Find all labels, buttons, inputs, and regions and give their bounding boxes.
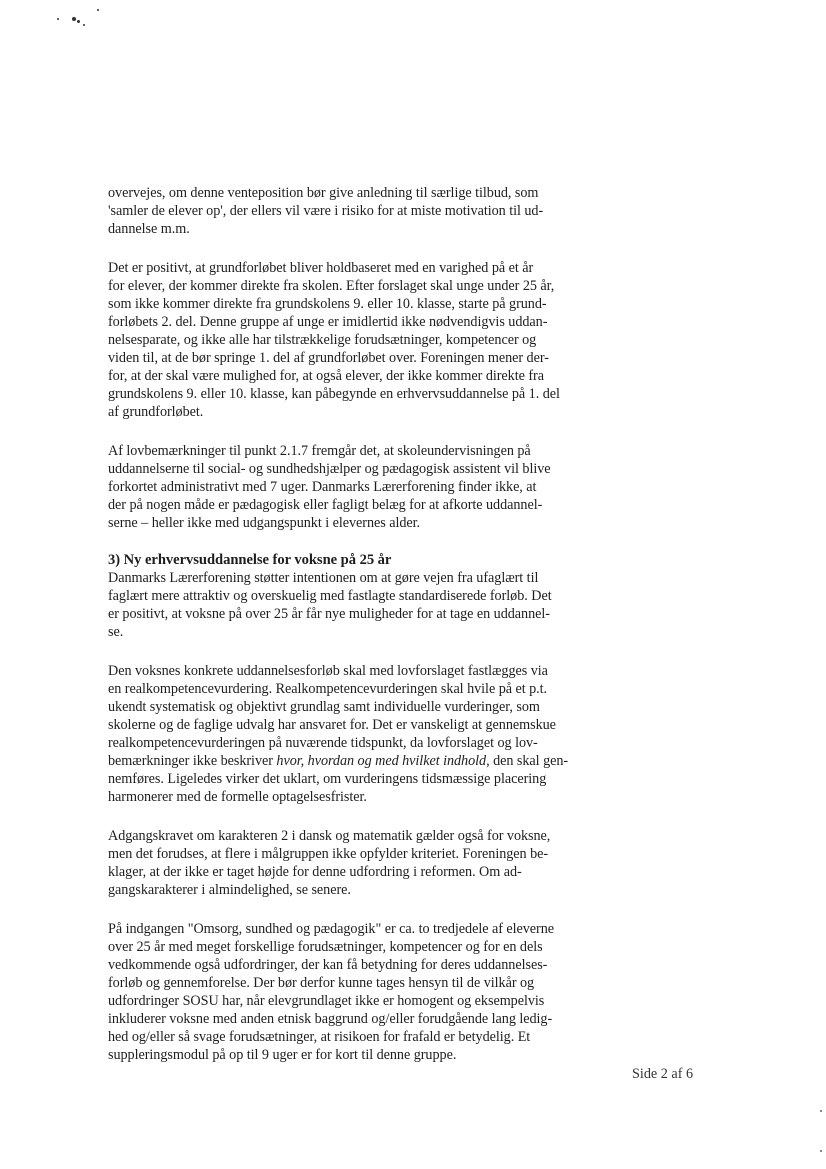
section-voksne (108, 551, 586, 641)
scan-specks (55, 8, 115, 28)
text-line: ukendt systematisk og objektivt grundlag samt individuelle vurderinger, som (108, 699, 540, 715)
text-line: nelsesparate, og ikke alle har tilstrækkelige forudsætninger, kompetencer og (108, 332, 537, 348)
text-line: nemføres. Ligeledes virker det uklart, om vurderingens tidsmæssige placering (108, 771, 547, 787)
scan-edge-mark (820, 1110, 822, 1112)
text-line: en realkompetencevurdering. Realkompetencevurderingen skal hvile på et p.t. (108, 681, 548, 697)
text-line: af grundforløbet. (108, 404, 204, 420)
text-line: grundskolens 9. eller 10. klasse, kan påbegynde en erhvervsuddannelse på 1. del (108, 386, 560, 402)
text-line: gangskarakterer i almindelighed, se senere. (108, 882, 351, 898)
italic-fragment: hvor, hvordan og med hvilket indhold, (276, 753, 490, 769)
text-line: Adgangskravet om karakteren 2 i dansk og matematik gælder også for voksne, (108, 828, 551, 844)
text-line: som ikke kommer direkte fra grundskolens 9. eller 10. klasse, starte på grund- (108, 296, 547, 312)
text-line: faglært mere attraktiv og overskuelig med fastlagte standardiserede forløb. Det (108, 588, 552, 604)
paragraph-venteposition (108, 184, 586, 238)
text-line-mixed (108, 752, 586, 770)
scan-speck (97, 9, 99, 11)
section-heading: 3) Ny erhvervsuddannelse for voksne på 25 år (108, 552, 392, 568)
text-line: realkompetencevurderingen på nuværende tidspunkt, da lovforslaget og lov- (108, 735, 538, 751)
text-line: men det forudses, at flere i målgruppen ikke opfylder kriteriet. Foreningen be- (108, 846, 549, 862)
paragraph-lovbemaerkninger (108, 442, 586, 532)
scan-speck (83, 24, 85, 26)
text-line: klager, at der ikke er taget højde for denne udfordring i reformen. Om ad- (108, 864, 522, 880)
text-line: vedkommende også udfordringer, der kan få betydning for deres uddannelses- (108, 957, 548, 973)
text-line: Danmarks Lærerforening støtter intentionen om at gøre vejen fra ufaglært til (108, 570, 539, 586)
text-line: 'samler de elever op', der ellers vil være i risiko for at miste motivation til ud- (108, 203, 544, 219)
text-line: suppleringsmodul på op til 9 uger er for kort til denne gruppe. (108, 1047, 457, 1063)
text-line: forløbets 2. del. Denne gruppe af unge er imidlertid ikke nødvendigvis uddan- (108, 314, 548, 330)
scan-speck (57, 18, 59, 20)
text-line: Det er positivt, at grundforløbet bliver holdbaseret med en varighed på et år (108, 260, 534, 276)
text-line: se. (108, 624, 124, 640)
scan-edge-mark (820, 1150, 822, 1152)
text-line: På indgangen "Omsorg, sundhed og pædagogik" er ca. to tredjedele af eleverne (108, 921, 555, 937)
text-line: over 25 år med meget forskellige forudsætninger, kompetencer og for en dels (108, 939, 543, 955)
text-line: er positivt, at voksne på over 25 år får nye muligheder for at tage en uddannel- (108, 606, 550, 622)
text-fragment: bemærkninger ikke beskriver (108, 753, 277, 769)
text-line: der på nogen måde er pædagogisk eller fagligt belæg for at afkorte uddannel- (108, 497, 543, 513)
scan-speck (77, 20, 80, 23)
paragraph-sosu (108, 920, 586, 1064)
text-line: dannelse m.m. (108, 221, 190, 237)
text-line: udfordringer SOSU har, når elevgrundlaget ikke er homogent og eksempelvis (108, 993, 545, 1009)
text-line: harmonerer med de formelle optagelsesfrister. (108, 789, 367, 805)
text-line: for, at der skal være mulighed for, at også elever, der ikke kommer direkte fra (108, 368, 544, 384)
paragraph-grundforloeb (108, 259, 586, 421)
paragraph-adgangskrav (108, 827, 586, 899)
text-line: Af lovbemærkninger til punkt 2.1.7 fremgår det, at skoleundervisningen på (108, 443, 531, 459)
text-line: skolerne og de faglige udvalg har ansvaret for. Det er vanskeligt at gennemskue (108, 717, 556, 733)
text-line: Den voksnes konkrete uddannelsesforløb skal med lovforslaget fastlægges via (108, 663, 548, 679)
text-line: inkluderer voksne med anden etnisk baggrund og/eller forudgående lang ledig- (108, 1011, 553, 1027)
text-line: serne – heller ikke med udgangspunkt i elevernes alder. (108, 515, 421, 531)
text-line: hed og/eller så svage forudsætninger, at risikoen for frafald er betydelig. Et (108, 1029, 531, 1045)
paragraph-realkompetence (108, 662, 586, 806)
text-line: for elever, der kommer direkte fra skolen. Efter forslaget skal unge under 25 år, (108, 278, 555, 294)
text-line: forkortet administrativt med 7 uger. Danmarks Lærerforening finder ikke, at (108, 479, 537, 495)
page-number: Side 2 af 6 (632, 1066, 694, 1082)
text-line: forløb og gennemforelse. Der bør derfor kunne tages hensyn til de vilkår og (108, 975, 535, 991)
text-line: uddannelserne til social- og sundhedshjælper og pædagogisk assistent vil blive (108, 461, 551, 477)
text-line: overvejes, om denne venteposition bør give anledning til særlige tilbud, som (108, 185, 539, 201)
text-line: viden til, at de bør springe 1. del af grundforløbet over. Foreningen mener der- (108, 350, 549, 366)
text-fragment: den skal gen- (489, 753, 569, 769)
body-text (108, 184, 586, 1085)
scan-speck (72, 17, 76, 21)
